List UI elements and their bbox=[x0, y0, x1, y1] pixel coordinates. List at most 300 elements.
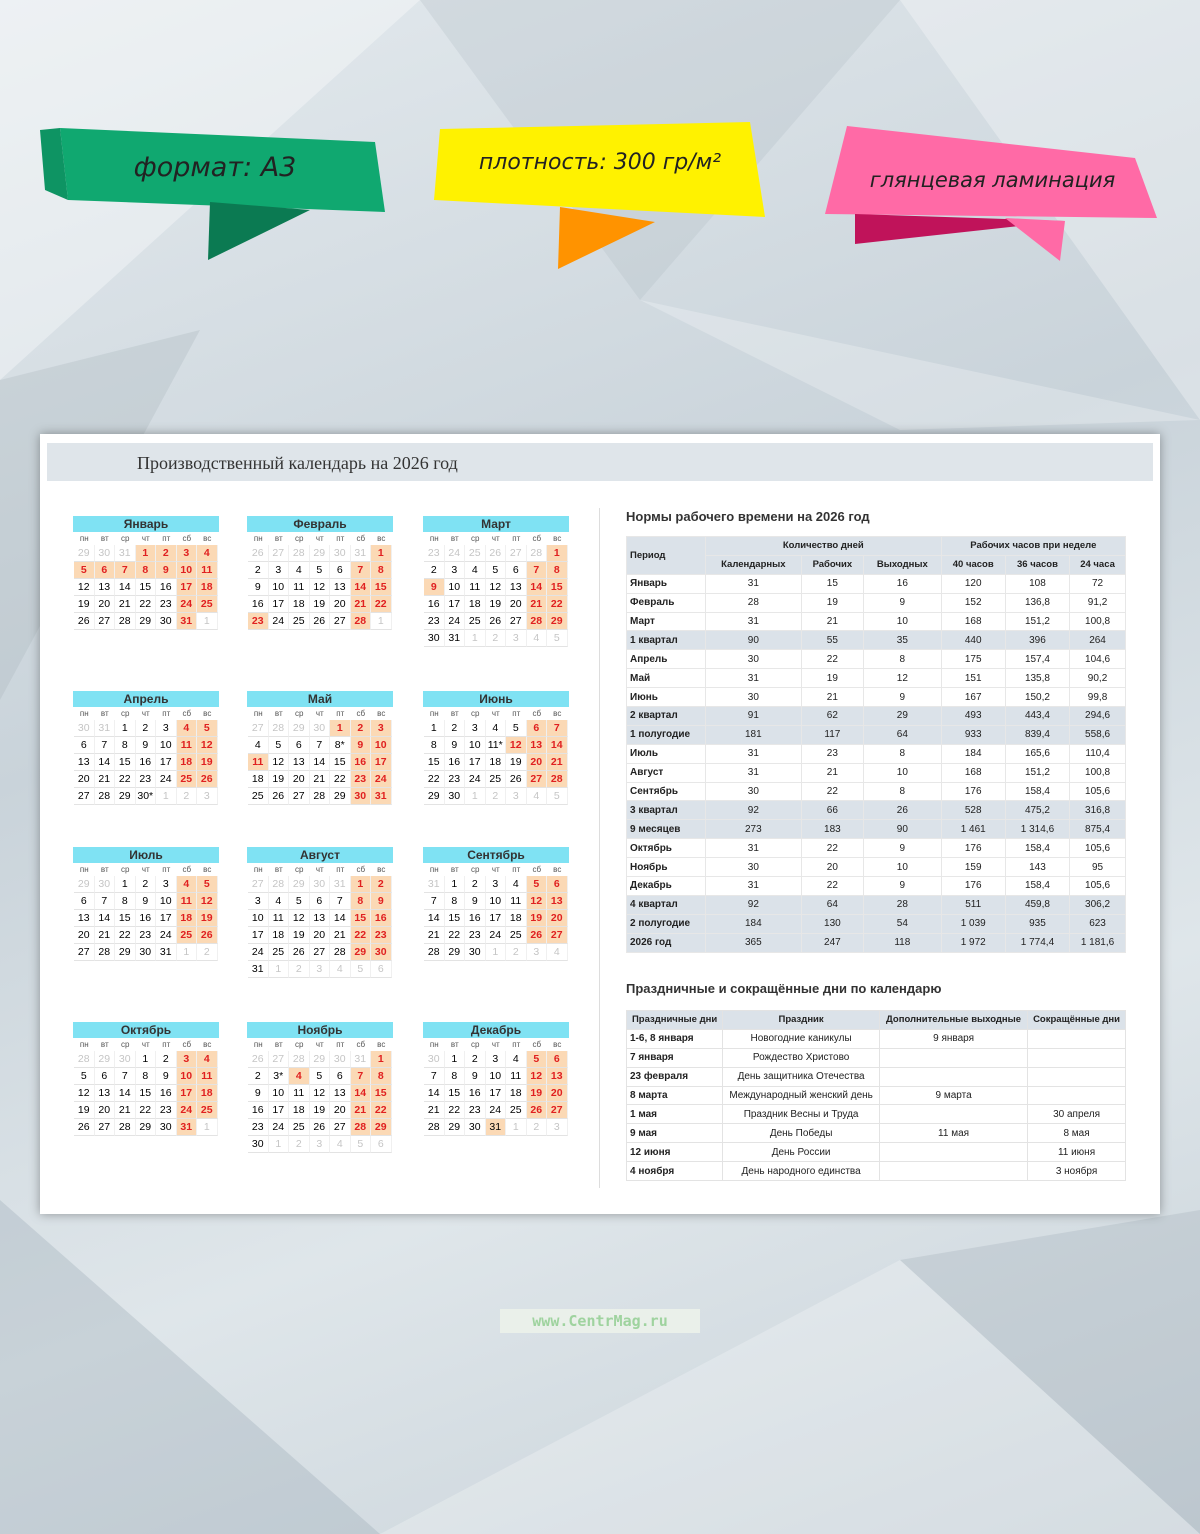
table-cell: 12 bbox=[864, 669, 942, 688]
norms-subheader: Рабочих bbox=[801, 555, 863, 574]
month-name: Июль bbox=[73, 847, 219, 863]
table-cell: Ноябрь bbox=[627, 858, 706, 877]
day-cell: 22 bbox=[115, 927, 136, 944]
norms-subheader: 24 часа bbox=[1070, 555, 1126, 574]
table-cell: Новогодние каникулы bbox=[723, 1029, 880, 1048]
weekday-label: вс bbox=[203, 709, 212, 718]
day-cell: 2 bbox=[248, 562, 269, 579]
day-cell: 26 bbox=[289, 944, 310, 961]
table-row bbox=[627, 914, 1126, 933]
day-cell: 24 bbox=[248, 944, 269, 961]
day-cell: 24 bbox=[445, 613, 466, 630]
day-cell: 17 bbox=[371, 754, 392, 771]
day-cell: 17 bbox=[445, 596, 466, 613]
day-cell: 28 bbox=[95, 788, 116, 805]
norms-period-header: Период bbox=[627, 537, 706, 575]
day-cell: 21 bbox=[330, 927, 351, 944]
day-cell: 24 bbox=[269, 613, 290, 630]
day-cell: 6 bbox=[95, 562, 116, 579]
day-cell: 12 bbox=[197, 737, 218, 754]
table-cell: 511 bbox=[941, 895, 1005, 914]
weekday-label: ср bbox=[471, 709, 480, 718]
weekday-label: пт bbox=[336, 1040, 345, 1049]
holidays-table bbox=[626, 1010, 1126, 1181]
month-calendar bbox=[73, 516, 219, 630]
day-cell: 30 bbox=[424, 1051, 445, 1068]
day-cell: 18 bbox=[506, 910, 527, 927]
day-cell: 12 bbox=[486, 579, 507, 596]
banner-lamination bbox=[825, 126, 1160, 261]
table-cell: 839,4 bbox=[1005, 725, 1069, 744]
weekday-label: пн bbox=[253, 865, 263, 874]
day-cell: 9 bbox=[351, 737, 372, 754]
day-cell: 19 bbox=[74, 1102, 95, 1119]
day-cell: 26 bbox=[527, 1102, 548, 1119]
day-cell: 12 bbox=[74, 579, 95, 596]
table-cell: 143 bbox=[1005, 858, 1069, 877]
weekday-label: вт bbox=[450, 865, 459, 874]
day-cell: 28 bbox=[115, 1119, 136, 1136]
day-cell: 10 bbox=[486, 893, 507, 910]
day-cell: 9 bbox=[465, 893, 486, 910]
table-cell: 151,2 bbox=[1005, 612, 1069, 631]
day-cell: 28 bbox=[289, 545, 310, 562]
day-cell: 20 bbox=[289, 771, 310, 788]
month-calendar bbox=[73, 691, 219, 805]
day-cell: 29 bbox=[136, 613, 157, 630]
day-cell: 22 bbox=[371, 1102, 392, 1119]
day-cell: 27 bbox=[74, 944, 95, 961]
month-name: Февраль bbox=[247, 516, 393, 532]
day-cell: 18 bbox=[197, 1085, 218, 1102]
table-cell: Август bbox=[627, 763, 706, 782]
day-cell: 13 bbox=[527, 737, 548, 754]
day-cell: 13 bbox=[547, 1068, 568, 1085]
table-cell: 316,8 bbox=[1070, 801, 1126, 820]
day-cell: 13 bbox=[506, 579, 527, 596]
day-cell: 22 bbox=[424, 771, 445, 788]
day-cell: 30 bbox=[371, 944, 392, 961]
table-row bbox=[627, 1067, 1126, 1086]
day-cell: 12 bbox=[310, 1085, 331, 1102]
day-cell: 23 bbox=[465, 927, 486, 944]
day-cell: 25 bbox=[486, 771, 507, 788]
day-cell: 5 bbox=[351, 961, 372, 978]
table-cell: 264 bbox=[1070, 631, 1126, 650]
table-row bbox=[627, 688, 1126, 707]
month-name: Март bbox=[423, 516, 569, 532]
day-cell: 25 bbox=[506, 1102, 527, 1119]
norms-subheader: 36 часов bbox=[1005, 555, 1069, 574]
table-cell: 365 bbox=[706, 933, 802, 952]
weekday-label: вт bbox=[100, 709, 109, 718]
table-cell: День России bbox=[723, 1143, 880, 1162]
table-cell: 66 bbox=[801, 801, 863, 820]
table-cell: 2 квартал bbox=[627, 707, 706, 726]
day-cell: 29 bbox=[115, 788, 136, 805]
table-row bbox=[627, 801, 1126, 820]
day-cell: 15 bbox=[424, 754, 445, 771]
day-cell: 27 bbox=[547, 927, 568, 944]
day-cell: 31 bbox=[445, 630, 466, 647]
table-cell: 159 bbox=[941, 858, 1005, 877]
month-name: Октябрь bbox=[73, 1022, 219, 1038]
day-cell: 13 bbox=[74, 754, 95, 771]
day-cell: 23 bbox=[424, 545, 445, 562]
table-cell: 54 bbox=[864, 914, 942, 933]
weekday-label: пн bbox=[253, 534, 263, 543]
table-cell: 90 bbox=[706, 631, 802, 650]
day-cell: 23 bbox=[136, 771, 157, 788]
table-cell: 110,4 bbox=[1070, 744, 1126, 763]
day-cell: 1 bbox=[445, 876, 466, 893]
table-cell: 30 bbox=[706, 688, 802, 707]
day-cell: 7 bbox=[424, 893, 445, 910]
day-cell: 17 bbox=[465, 754, 486, 771]
day-cell: 20 bbox=[74, 771, 95, 788]
day-cell: 20 bbox=[527, 754, 548, 771]
table-cell bbox=[880, 1162, 1028, 1181]
month-days-grid bbox=[248, 707, 393, 805]
weekday-label: чт bbox=[315, 534, 324, 543]
day-cell: 30 bbox=[156, 1119, 177, 1136]
table-cell: 31 bbox=[706, 574, 802, 593]
day-cell: 22 bbox=[136, 596, 157, 613]
day-cell: 10 bbox=[269, 579, 290, 596]
day-cell: 11 bbox=[197, 1068, 218, 1085]
day-cell: 16 bbox=[465, 1085, 486, 1102]
day-cell: 29 bbox=[95, 1051, 116, 1068]
weekday-label: вс bbox=[553, 709, 562, 718]
weekday-label: чт bbox=[491, 865, 500, 874]
day-cell: 19 bbox=[506, 754, 527, 771]
day-cell: 30 bbox=[74, 720, 95, 737]
day-cell: 3 bbox=[310, 1136, 331, 1153]
day-cell: 1 bbox=[465, 788, 486, 805]
day-cell: 1 bbox=[371, 545, 392, 562]
table-cell: 9 месяцев bbox=[627, 820, 706, 839]
day-cell: 1 bbox=[424, 720, 445, 737]
day-cell: 18 bbox=[486, 754, 507, 771]
weekday-label: пт bbox=[512, 865, 521, 874]
day-cell: 9 bbox=[156, 1068, 177, 1085]
day-cell: 28 bbox=[74, 1051, 95, 1068]
month-calendar bbox=[423, 847, 569, 961]
day-cell: 23 bbox=[445, 771, 466, 788]
weekday-label: сб bbox=[182, 534, 192, 543]
table-cell bbox=[1028, 1086, 1126, 1105]
weekday-label: пн bbox=[79, 865, 89, 874]
day-cell: 10 bbox=[156, 737, 177, 754]
day-cell: 30 bbox=[424, 630, 445, 647]
day-cell: 16 bbox=[351, 754, 372, 771]
table-cell: 130 bbox=[801, 914, 863, 933]
day-cell: 11 bbox=[177, 737, 198, 754]
table-row bbox=[627, 1048, 1126, 1067]
table-cell: 30 bbox=[706, 782, 802, 801]
weekday-label: ср bbox=[121, 709, 130, 718]
table-cell: 1 314,6 bbox=[1005, 820, 1069, 839]
day-cell: 17 bbox=[156, 910, 177, 927]
table-cell: 158,4 bbox=[1005, 782, 1069, 801]
table-cell: 108 bbox=[1005, 574, 1069, 593]
day-cell: 11 bbox=[248, 754, 269, 771]
table-row bbox=[627, 763, 1126, 782]
table-cell bbox=[880, 1143, 1028, 1162]
day-cell: 20 bbox=[95, 596, 116, 613]
day-cell: 18 bbox=[465, 596, 486, 613]
table-row bbox=[627, 782, 1126, 801]
day-cell: 3 bbox=[506, 788, 527, 805]
weekday-label: сб bbox=[182, 865, 192, 874]
table-cell: 176 bbox=[941, 877, 1005, 896]
day-cell: 30 bbox=[310, 720, 331, 737]
month-calendar bbox=[247, 1022, 393, 1153]
day-cell: 31 bbox=[177, 1119, 198, 1136]
table-cell bbox=[1028, 1029, 1126, 1048]
table-row bbox=[627, 725, 1126, 744]
day-cell: 30 bbox=[310, 876, 331, 893]
day-cell: 7 bbox=[115, 1068, 136, 1085]
table-cell: 168 bbox=[941, 763, 1005, 782]
day-cell: 14 bbox=[95, 754, 116, 771]
table-cell: 20 bbox=[801, 858, 863, 877]
day-cell: 20 bbox=[547, 1085, 568, 1102]
day-cell: 3 bbox=[156, 876, 177, 893]
table-cell: Январь bbox=[627, 574, 706, 593]
table-cell: Июнь bbox=[627, 688, 706, 707]
month-calendar bbox=[423, 516, 569, 647]
table-cell: 4 квартал bbox=[627, 895, 706, 914]
month-days-grid bbox=[424, 1038, 569, 1136]
day-cell: 1 bbox=[445, 1051, 466, 1068]
norms-days-header: Количество дней bbox=[706, 537, 942, 556]
table-cell: 90 bbox=[864, 820, 942, 839]
day-cell: 21 bbox=[547, 754, 568, 771]
weekday-label: ср bbox=[295, 1040, 304, 1049]
weekday-label: ср bbox=[295, 865, 304, 874]
day-cell: 18 bbox=[269, 927, 290, 944]
day-cell: 3* bbox=[269, 1068, 290, 1085]
day-cell: 16 bbox=[136, 910, 157, 927]
day-cell: 28 bbox=[351, 1119, 372, 1136]
table-row bbox=[627, 839, 1126, 858]
day-cell: 1 bbox=[197, 613, 218, 630]
table-cell: 31 bbox=[706, 763, 802, 782]
day-cell: 28 bbox=[95, 944, 116, 961]
day-cell: 30 bbox=[351, 788, 372, 805]
table-cell: Апрель bbox=[627, 650, 706, 669]
day-cell: 4 bbox=[289, 1068, 310, 1085]
weekday-label: пн bbox=[79, 709, 89, 718]
day-cell: 9 bbox=[465, 1068, 486, 1085]
day-cell: 2 bbox=[486, 630, 507, 647]
day-cell: 26 bbox=[486, 613, 507, 630]
table-cell bbox=[1028, 1067, 1126, 1086]
table-cell: 55 bbox=[801, 631, 863, 650]
table-cell: 99,8 bbox=[1070, 688, 1126, 707]
day-cell: 14 bbox=[424, 910, 445, 927]
day-cell: 15 bbox=[445, 1085, 466, 1102]
day-cell: 15 bbox=[547, 579, 568, 596]
day-cell: 4 bbox=[289, 562, 310, 579]
day-cell: 1 bbox=[115, 720, 136, 737]
holidays-title: Праздничные и сокращённые дни по календарю bbox=[626, 981, 942, 996]
table-cell: 493 bbox=[941, 707, 1005, 726]
table-cell: 247 bbox=[801, 933, 863, 952]
table-cell: 152 bbox=[941, 593, 1005, 612]
day-cell: 7 bbox=[527, 562, 548, 579]
table-cell: 2 полугодие bbox=[627, 914, 706, 933]
weekday-label: пт bbox=[512, 1040, 521, 1049]
day-cell: 14 bbox=[330, 910, 351, 927]
table-cell: День защитника Отечества bbox=[723, 1067, 880, 1086]
day-cell: 27 bbox=[269, 545, 290, 562]
table-cell: 19 bbox=[801, 593, 863, 612]
day-cell: 1 bbox=[269, 961, 290, 978]
day-cell: 26 bbox=[310, 1119, 331, 1136]
table-cell: 31 bbox=[706, 877, 802, 896]
table-cell: 11 июня bbox=[1028, 1143, 1126, 1162]
day-cell: 20 bbox=[74, 927, 95, 944]
day-cell: 27 bbox=[95, 1119, 116, 1136]
table-cell: 28 bbox=[706, 593, 802, 612]
day-cell: 16 bbox=[156, 1085, 177, 1102]
day-cell: 16 bbox=[445, 754, 466, 771]
day-cell: 29 bbox=[289, 720, 310, 737]
table-cell: Июль bbox=[627, 744, 706, 763]
day-cell: 28 bbox=[351, 613, 372, 630]
day-cell: 26 bbox=[248, 545, 269, 562]
table-cell: 1 461 bbox=[941, 820, 1005, 839]
table-cell: 100,8 bbox=[1070, 763, 1126, 782]
banner-density-text: плотность: 300 гр/м² bbox=[478, 150, 722, 175]
table-cell: 8 марта bbox=[627, 1086, 723, 1105]
norms-subheader: 40 часов bbox=[941, 555, 1005, 574]
day-cell: 15 bbox=[371, 1085, 392, 1102]
table-cell: 4 ноября bbox=[627, 1162, 723, 1181]
table-row bbox=[627, 820, 1126, 839]
day-cell: 30 bbox=[136, 944, 157, 961]
day-cell: 31 bbox=[248, 961, 269, 978]
weekday-label: пн bbox=[429, 534, 439, 543]
table-row bbox=[627, 707, 1126, 726]
table-cell: 1 181,6 bbox=[1070, 933, 1126, 952]
table-cell: Февраль bbox=[627, 593, 706, 612]
day-cell: 23 bbox=[424, 613, 445, 630]
day-cell: 25 bbox=[269, 944, 290, 961]
day-cell: 31 bbox=[177, 613, 198, 630]
table-cell: 72 bbox=[1070, 574, 1126, 593]
weekday-label: вс bbox=[203, 865, 212, 874]
day-cell: 2 bbox=[527, 1119, 548, 1136]
day-cell: 24 bbox=[269, 1119, 290, 1136]
day-cell: 28 bbox=[310, 788, 331, 805]
day-cell: 25 bbox=[177, 927, 198, 944]
day-cell: 5 bbox=[547, 788, 568, 805]
day-cell: 2 bbox=[371, 876, 392, 893]
table-cell bbox=[880, 1105, 1028, 1124]
norms-subheader: Календарных bbox=[706, 555, 802, 574]
table-cell: 16 bbox=[864, 574, 942, 593]
calendar-sheet bbox=[40, 434, 1160, 1214]
day-cell: 22 bbox=[371, 596, 392, 613]
day-cell: 13 bbox=[310, 910, 331, 927]
day-cell: 25 bbox=[197, 1102, 218, 1119]
table-cell: 104,6 bbox=[1070, 650, 1126, 669]
table-cell: 64 bbox=[801, 895, 863, 914]
day-cell: 1 bbox=[115, 876, 136, 893]
day-cell: 28 bbox=[289, 1051, 310, 1068]
table-cell: 30 bbox=[706, 650, 802, 669]
day-cell: 11 bbox=[506, 893, 527, 910]
day-cell: 27 bbox=[74, 788, 95, 805]
day-cell: 1 bbox=[506, 1119, 527, 1136]
day-cell: 19 bbox=[486, 596, 507, 613]
day-cell: 3 bbox=[177, 1051, 198, 1068]
day-cell: 14 bbox=[95, 910, 116, 927]
weekday-label: сб bbox=[532, 1040, 542, 1049]
day-cell: 30 bbox=[330, 1051, 351, 1068]
day-cell: 28 bbox=[424, 944, 445, 961]
day-cell: 10 bbox=[248, 910, 269, 927]
month-days-grid bbox=[74, 863, 219, 961]
table-cell: 1 039 bbox=[941, 914, 1005, 933]
weekday-label: вт bbox=[100, 865, 109, 874]
table-row bbox=[627, 1086, 1126, 1105]
day-cell: 8* bbox=[330, 737, 351, 754]
day-cell: 20 bbox=[547, 910, 568, 927]
day-cell: 10 bbox=[486, 1068, 507, 1085]
day-cell: 16 bbox=[136, 754, 157, 771]
day-cell: 14 bbox=[115, 1085, 136, 1102]
table-row bbox=[627, 1105, 1126, 1124]
day-cell: 10 bbox=[177, 1068, 198, 1085]
day-cell: 26 bbox=[74, 1119, 95, 1136]
month-days-grid bbox=[74, 707, 219, 805]
day-cell: 6 bbox=[330, 1068, 351, 1085]
weekday-label: вт bbox=[100, 534, 109, 543]
month-days-grid bbox=[424, 707, 569, 805]
day-cell: 19 bbox=[197, 910, 218, 927]
table-row bbox=[627, 669, 1126, 688]
day-cell: 20 bbox=[310, 927, 331, 944]
day-cell: 12 bbox=[74, 1085, 95, 1102]
table-cell: 165,6 bbox=[1005, 744, 1069, 763]
day-cell: 9 bbox=[248, 579, 269, 596]
day-cell: 16 bbox=[156, 579, 177, 596]
day-cell: 29 bbox=[445, 944, 466, 961]
day-cell: 26 bbox=[527, 927, 548, 944]
month-calendar bbox=[73, 1022, 219, 1136]
weekday-label: чт bbox=[141, 709, 150, 718]
day-cell: 3 bbox=[547, 1119, 568, 1136]
day-cell: 2 bbox=[248, 1068, 269, 1085]
table-cell: 167 bbox=[941, 688, 1005, 707]
table-cell: 151 bbox=[941, 669, 1005, 688]
table-cell: 62 bbox=[801, 707, 863, 726]
day-cell: 4 bbox=[269, 893, 290, 910]
table-row bbox=[627, 574, 1126, 593]
day-cell: 31 bbox=[486, 1119, 507, 1136]
day-cell: 10 bbox=[445, 579, 466, 596]
day-cell: 31 bbox=[351, 545, 372, 562]
weekday-label: чт bbox=[491, 709, 500, 718]
day-cell: 8 bbox=[115, 893, 136, 910]
day-cell: 3 bbox=[310, 961, 331, 978]
table-cell: 1 полугодие bbox=[627, 725, 706, 744]
day-cell: 27 bbox=[547, 1102, 568, 1119]
